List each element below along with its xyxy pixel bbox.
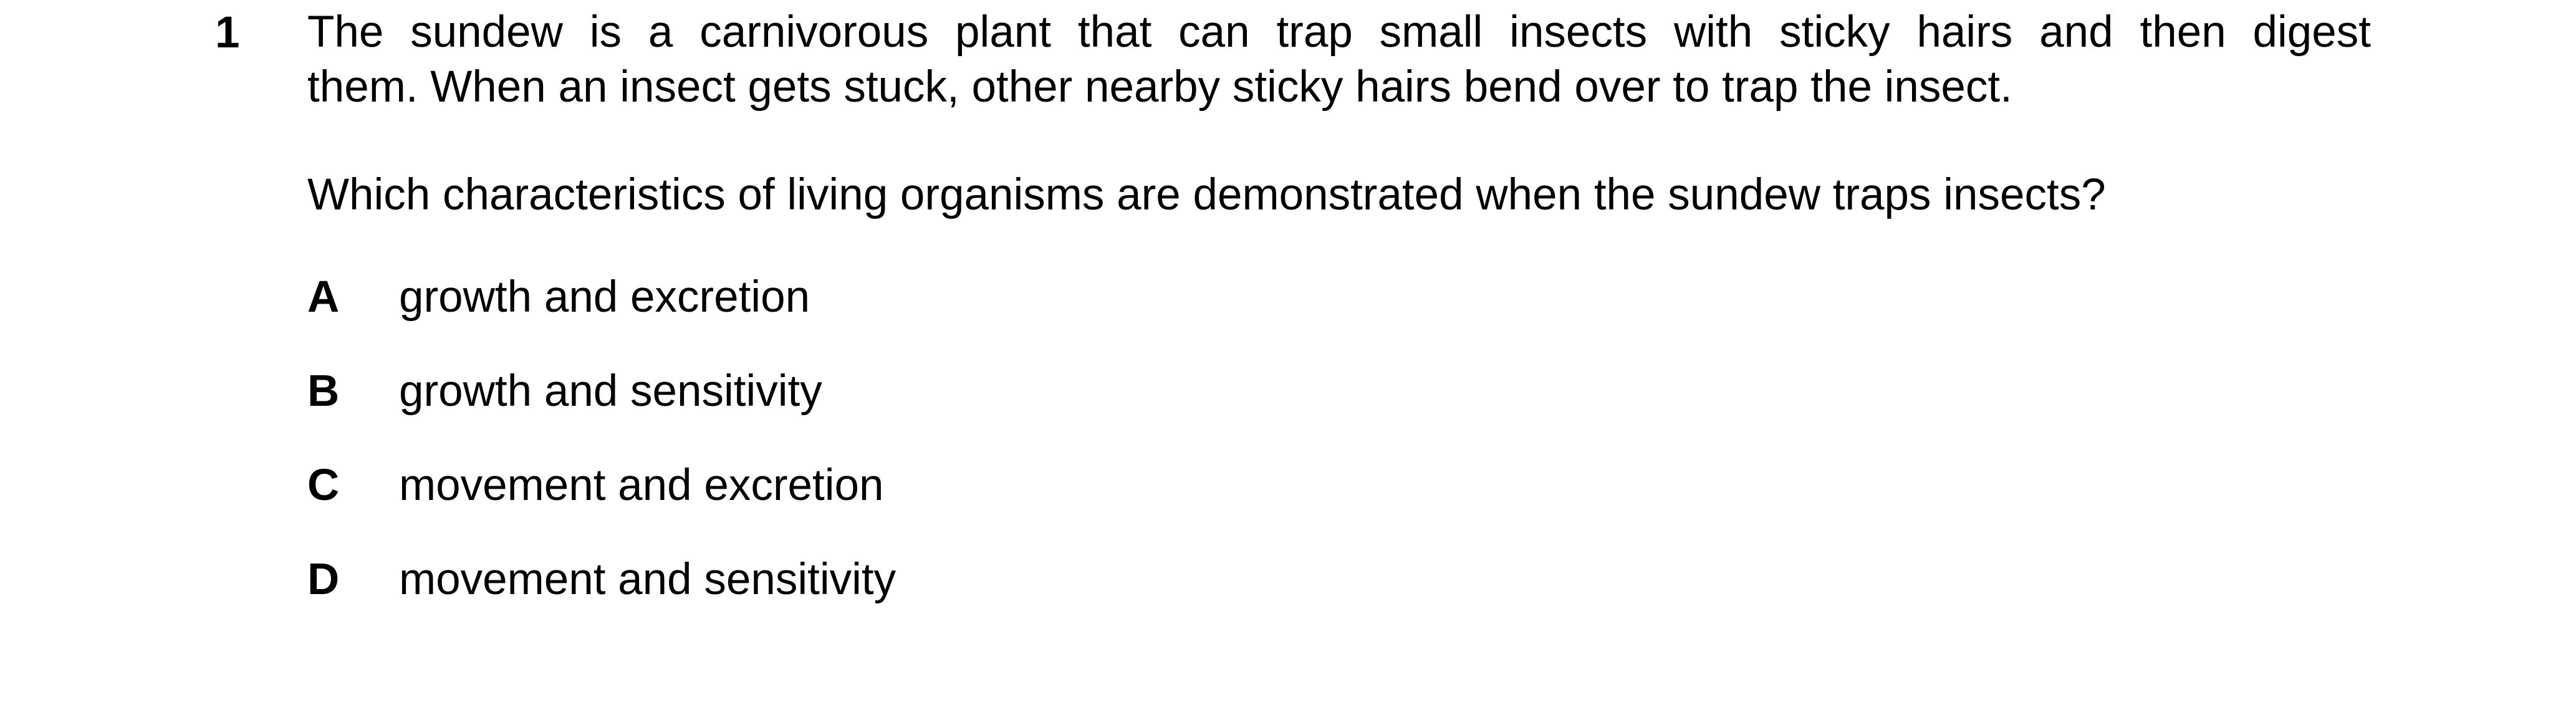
- stem-line-1: The sundew is a carnivorous plant that can trap small insects with sticky hairs and then digest: [307, 7, 2371, 57]
- option-text: movement and sensitivity: [399, 555, 896, 604]
- option-letter: D: [307, 555, 340, 604]
- option-letter: B: [307, 367, 340, 416]
- option-text: growth and sensitivity: [399, 367, 822, 416]
- question-prompt: Which characteristics of living organisms are demonstrated when the sundew traps insects?: [307, 170, 2106, 219]
- question-stem: [307, 5, 2371, 115]
- stem-line-2: them. When an insect gets stuck, other nearby sticky hairs bend over to trap the insect.: [307, 62, 2012, 112]
- option-letter: C: [307, 461, 340, 510]
- option-text: movement and excretion: [399, 461, 884, 510]
- option-text: growth and excretion: [399, 272, 810, 322]
- option-letter: A: [307, 272, 340, 322]
- question-number: 1: [215, 8, 240, 57]
